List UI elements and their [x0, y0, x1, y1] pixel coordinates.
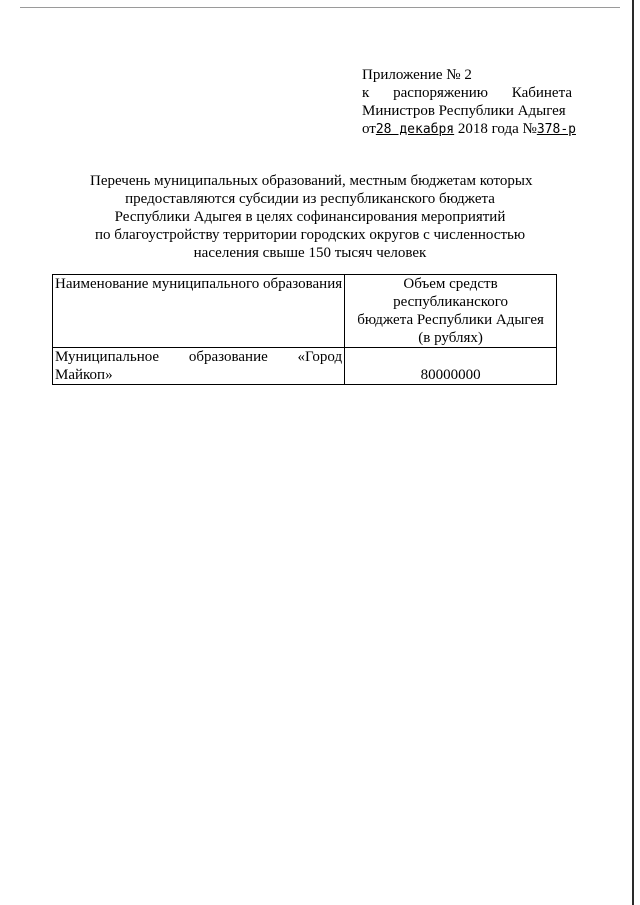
- appendix-number-handwritten: 378-р: [536, 122, 576, 137]
- appendix-block: [362, 66, 576, 139]
- title-line: предоставляются субсидии из республиканского бюджета: [125, 191, 495, 207]
- municipality-word: «Город: [297, 349, 343, 365]
- title-line: Перечень муниципальных образований, местным бюджетам которых: [90, 173, 533, 189]
- cell-budget-amount: 80000000: [345, 348, 557, 385]
- municipality-name-line2: Майкоп»: [55, 367, 113, 383]
- appendix-title: Приложение № 2: [362, 67, 472, 83]
- scan-edge-top: [20, 7, 620, 8]
- header-municipality-name: Наименование муниципального образования: [53, 275, 345, 348]
- table-header-row: [53, 275, 557, 348]
- title-line: Республики Адыгея в целях софинансирования мероприятий: [114, 209, 506, 225]
- document-title: [90, 172, 533, 262]
- municipality-word: Муниципальное: [55, 349, 160, 365]
- scan-edge-right: [632, 0, 634, 905]
- appendix-date-line: [362, 120, 576, 139]
- appendix-issuer: Министров Республики Адыгея: [362, 103, 566, 119]
- header-amount-line: Объем средств республиканского: [393, 276, 509, 310]
- appendix-line-to-order: [362, 84, 572, 102]
- title-line: населения свыше 150 тысяч человек: [193, 245, 427, 261]
- municipality-name-line1: [55, 348, 342, 366]
- appendix-word: Кабинета: [511, 85, 572, 101]
- table-row: [53, 348, 557, 385]
- appendix-date-middle: 2018 года №: [454, 121, 537, 137]
- header-budget-amount: [345, 275, 557, 348]
- cell-municipality-name: [53, 348, 345, 385]
- appendix-date-prefix: от: [362, 121, 376, 137]
- subsidy-table: [52, 274, 557, 385]
- appendix-word: распоряжению: [393, 85, 488, 101]
- title-line: по благоустройству территории городских округов с численностью: [94, 227, 526, 243]
- header-amount-line: (в рублях): [418, 330, 483, 346]
- header-amount-line: бюджета Республики Адыгея: [357, 312, 544, 328]
- appendix-date-handwritten: 28 декабря: [375, 122, 455, 137]
- municipality-word: образование: [188, 349, 268, 365]
- appendix-word: к: [362, 85, 370, 101]
